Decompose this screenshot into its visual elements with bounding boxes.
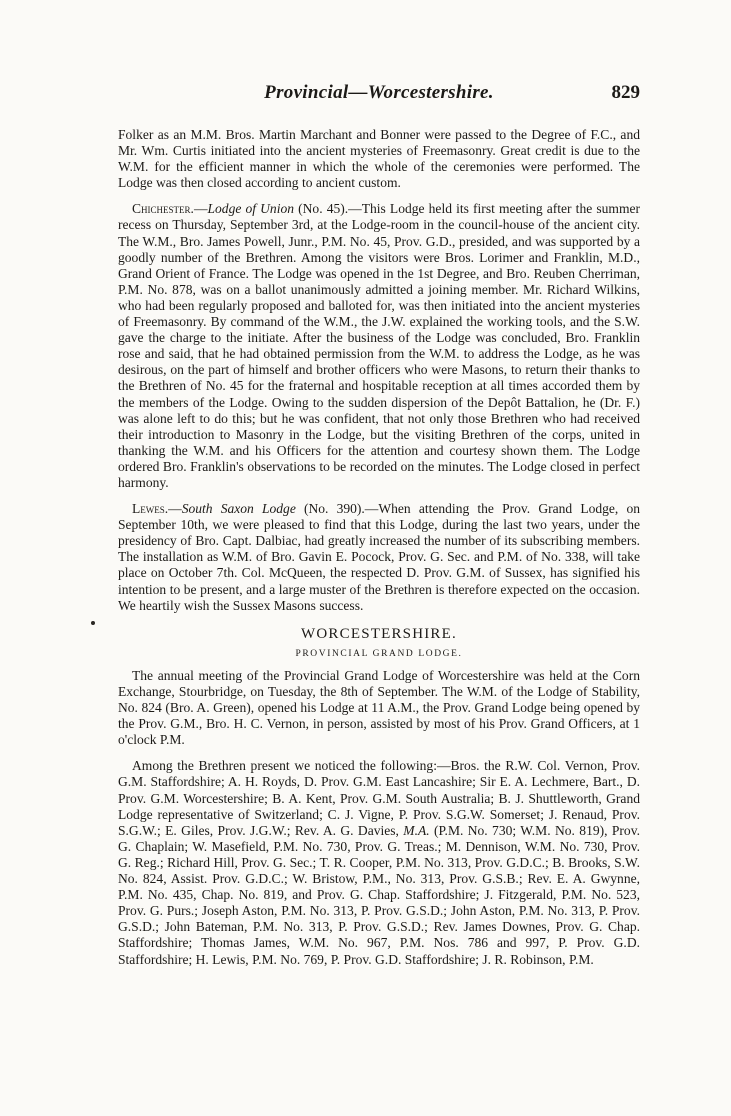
paragraph-folker: Folker as an M.M. Bros. Martin Marchant and Bonner were passed to the Degree of F.C., and Mr. Wm. Curtis initiated into the ancient mysteries of Freemasonry. Great credit is due to the W.M. for the efficient manner in which the whole of the ceremonies were performed. The Lodge was then closed according to ancient custom. xyxy=(118,127,640,191)
running-head xyxy=(118,82,640,108)
page-number: 829 xyxy=(611,82,640,103)
paragraph-chichester xyxy=(118,201,640,491)
paragraph-lewes xyxy=(118,501,640,614)
margin-dot-mark xyxy=(91,621,95,625)
paragraph-annual-meeting: The annual meeting of the Provincial Grand Lodge of Worcestershire was held at the Corn Exchange, Stourbridge, on Tuesday, the 8th of September. The W.M. of the Lodge of Stability, No. 824 (Bro. A. Green), opened his Lodge at 11 A.M., the Prov. Grand Lodge being opened by the Prov. G.M., Bro. H. C. Vernon, in person, assisted by most of his Prov. Grand Officers, at 1 o'clock P.M. xyxy=(118,667,640,748)
paragraph-lewes-text: (No. 390).—When attending the Prov. Grand Lodge, on September 10th, we were pleased to find that this Lodge, during the last two years, under the presidency of Bro. Capt. Dalbiac, had greatly increased the number of its subscribing members. The installation as W.M. of Bro. Gavin E. Pocock, Prov. G. Sec. and P.M. of No. 338, will take place on October 7th. Col. McQueen, the respected D. Prov. G.M. of Sussex, has signified his intention to be present, and a large muster of the Brethren is therefore expected on the occasion. We heartily wish the Sussex Masons success. xyxy=(118,501,640,613)
section-title-worcestershire: WORCESTERSHIRE. xyxy=(301,625,457,642)
lodge-name-union: Lodge of Union xyxy=(207,201,295,217)
lodge-name-south-saxon: South Saxon Lodge xyxy=(181,501,296,517)
place-name-chichester: Chichester. xyxy=(132,201,194,217)
paragraph-chichester-text: (No. 45).—This Lodge held its first meeting after the summer recess on Thursday, September 3rd, at the Lodge-room in the council-house of the ancient city. The W.M., Bro. James Powell, Junr., P.M. No. 45, Prov. G.D., presided, and was supported by a goodly number of the Brethren. Among the visitors were Bros. Lorimer and Franklin, M.D., Grand Orient of France. The Lodge was opened in the 1st Degree, and Bro. Reuben Cherriman, P.M. No. 878, was on a ballot unanimously admitted a joining member. Mr. Richard Wilkins, who had been regularly proposed and balloted for, was then initiated into the ancient mysteries of Freemasonry. By command of the W.M., the J.W. explained the working tools, and the S.W. gave the charge to the initiate. After the business of the Lodge was concluded, Bro. Franklin rose and said, that he had obtained permission from the W.M. to address the Lodge, as he was desirous, on the part of himself and brother officers who were Masons, to return their thanks to the Brethren of No. 45 for the fraternal and hospitable reception at all times accorded them by the members of the Lodge. Owing to the sudden dispersion of the Depôt Battalion, he (Dr. F.) was alone left to do this; but he was confident, that not only those Brethren who had received their introduction to Masonry in the Lodge, but the visiting Brethren of the corps, united in thanking the W.M. and his Officers for the attention and courtesy shown them. The Lodge ordered Bro. Franklin's observations to be recorded on the minutes. The Lodge closed in perfect harmony. xyxy=(118,201,641,490)
section-subtitle-provincial-grand-lodge: PROVINCIAL GRAND LODGE. xyxy=(295,648,463,659)
paragraph-brethren-present xyxy=(118,758,640,967)
running-title: Provincial—Worcestershire. xyxy=(264,82,494,103)
brethren-list-part-2: (P.M. No. 730; W.M. No. 819), Prov. G. Chaplain; W. Masefield, P.M. No. 730, Prov. G. Treas.; M. Dennison, W.M. No. 730, Prov. G. Reg.; Richard Hill, Prov. G. Sec.; T. R. Cooper, P.M. No. 313, Prov. G.D.C.; B. Brooks, S.W. No. 824, Assist. Prov. G.D.C.; W. Bristow, P.M., No. 313, Prov. G.S.B.; Rev. E. A. Gwynne, P.M. No. 435, Chap. No. 819, and Prov. G. Chap. Staffordshire; J. Fitzgerald, P.M. No. 523, Prov. G. Purs.; Joseph Aston, P.M. No. 313, P. Prov. G.S.D.; John Aston, P.M. No. 313, P. Prov. G.S.D.; John Bateman, P.M. No. 313, P. Prov. G.S.D.; Rev. James Downes, Prov. G. Chap. Staffordshire; Thomas James, W.M. No. 967, P.M. Nos. 786 and 997, P. Prov. G.D. Staffordshire; H. Lewis, P.M. No. 769, P. Prov. G.D. Staffordshire; J. R. Robinson, P.M. xyxy=(118,822,640,967)
place-name-lewes: Lewes. xyxy=(132,501,169,517)
degree-ma: M.A. xyxy=(403,822,430,838)
dash: — xyxy=(193,201,208,217)
article-body xyxy=(118,127,640,978)
brethren-list-part-1: Among the Brethren present we noticed the following:—Bros. the R.W. Col. Vernon, Prov. G.M. Staffordshire; A. H. Royds, D. Prov. G.M. East Lancashire; Sir E. A. Lechmere, Bart., D. Prov. G.M. Worcestershire; B. A. Kent, Prov. G.M. South Australia; B. J. Shuttleworth, Grand Lodge representative of Switzerland; C. J. Vigne, P. Prov. S.G.W. Somerset; J. Renaud, Prov. S.G.W.; E. Giles, Prov. J.G.W.; Rev. A. G. Davies, xyxy=(118,758,640,838)
dash: — xyxy=(168,501,182,517)
